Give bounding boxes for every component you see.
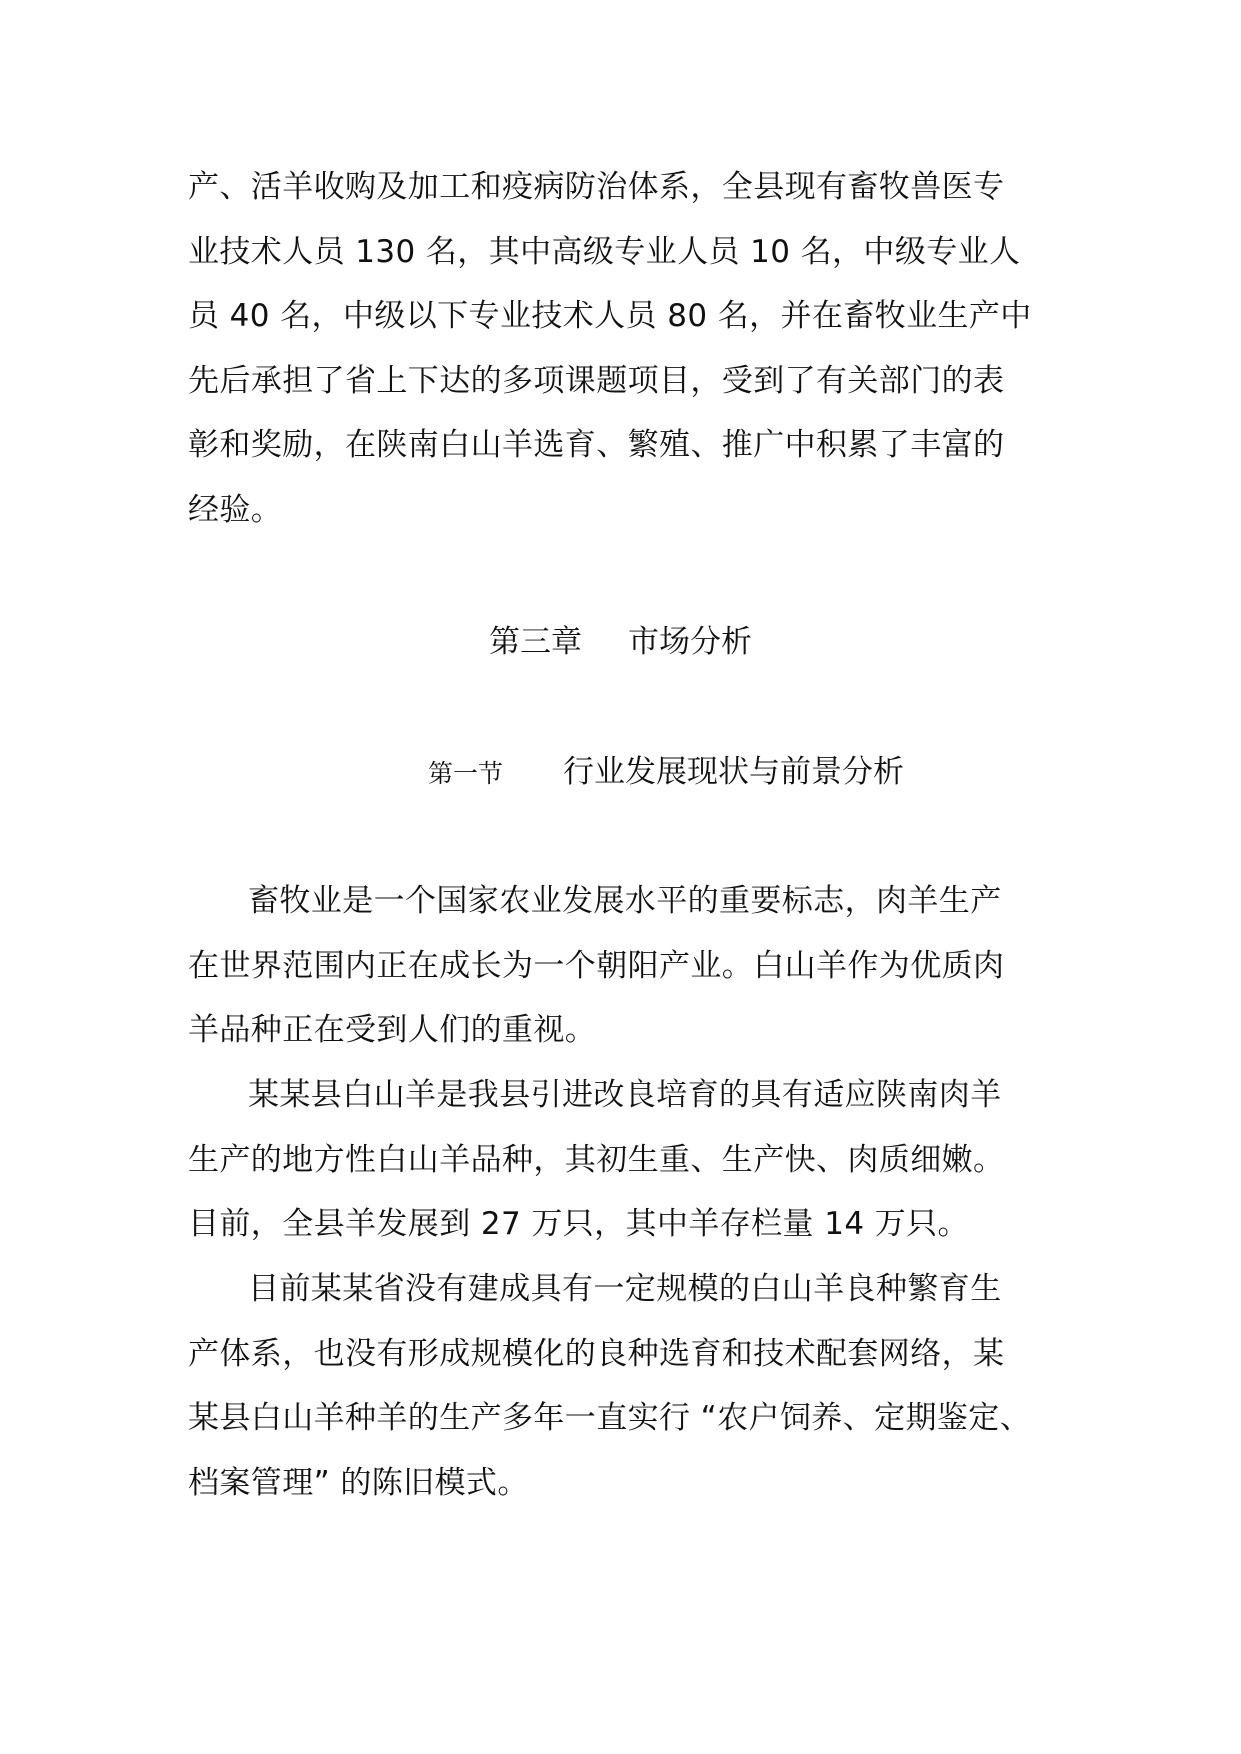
chapter-heading — [0, 610, 1241, 674]
text-line: 产、活羊收购及加工和疫病防治体系，全县现有畜牧兽医专 — [188, 169, 1005, 205]
text-line: 经验。 — [188, 491, 283, 528]
paragraph — [188, 869, 1058, 1063]
text-line: 生产的地方性白山羊品种，其初生重、生产快、肉质细嫩。 — [188, 1141, 1005, 1178]
text-line: 先后承担了省上下达的多项课题项目，受到了有关部门的表 — [188, 362, 1005, 399]
chapter-number: 第三章 — [489, 624, 582, 660]
text-line: 目前某某省没有建成具有一定规模的白山羊良种繁育生 — [248, 1271, 1002, 1307]
text-line: 产体系，也没有形成规模化的良种选育和技术配套网络，某 — [188, 1335, 1005, 1372]
section-heading — [428, 740, 904, 809]
text-line: 目前，全县羊发展到 27 万只，其中羊存栏量 14 万只。 — [188, 1206, 969, 1242]
text-line: 员 40 名，中级以下专业技术人员 80 名，并在畜牧业生产中 — [188, 298, 1032, 334]
text-line: 在世界范围内正在成长为一个朝阳产业。白山羊作为优质肉 — [188, 947, 1005, 984]
paragraph — [188, 1063, 1058, 1257]
section-number: 第一节 — [428, 759, 504, 788]
text-line: 某县白山羊种羊的生产多年一直实行 “农户饲养、定期鉴定、 — [188, 1400, 1032, 1436]
text-line: 彰和奖励，在陕南白山羊选育、繁殖、推广中积累了丰富的 — [188, 427, 1005, 463]
text-line: 业技术人员 130 名，其中高级专业人员 10 名，中级专业人 — [188, 233, 1021, 270]
text-line: 档案管理” 的陈旧模式。 — [188, 1464, 529, 1501]
paragraph-continuation — [188, 155, 1058, 542]
paragraph — [188, 1257, 1058, 1515]
chapter-title: 市场分析 — [628, 624, 752, 660]
text-line: 某某县白山羊是我县引进改良培育的具有适应陕南肉羊 — [248, 1077, 1002, 1113]
section-title: 行业发展现状与前景分析 — [563, 754, 905, 790]
text-line: 羊品种正在受到人们的重视。 — [188, 1012, 597, 1048]
text-line: 畜牧业是一个国家农业发展水平的重要标志，肉羊生产 — [248, 883, 1002, 919]
